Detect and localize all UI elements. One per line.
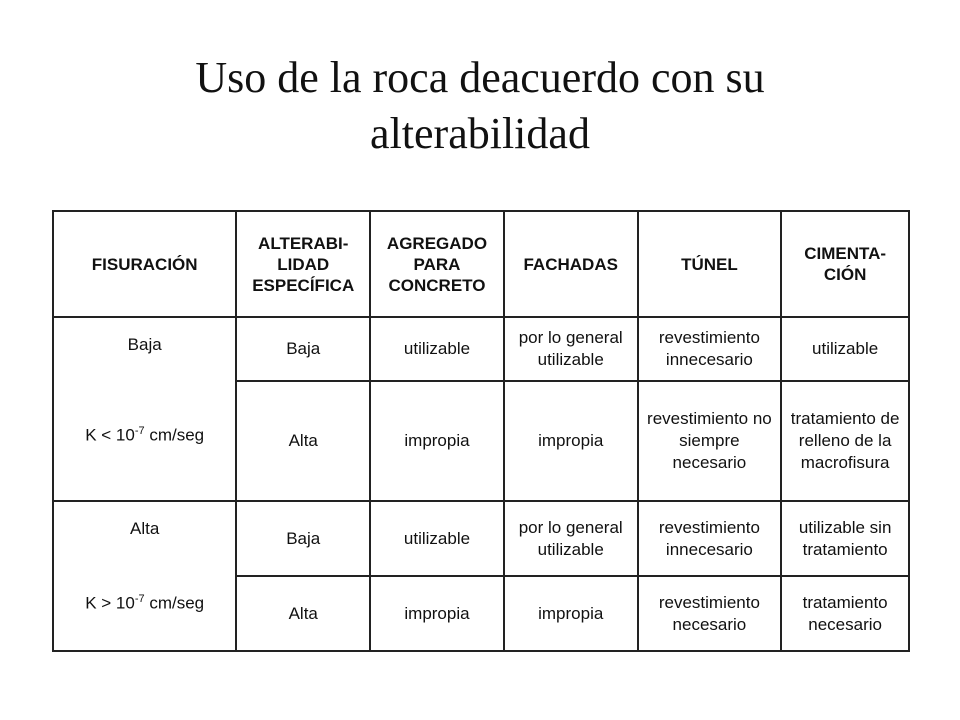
fachadas-cell: impropia xyxy=(504,381,638,501)
fisuracion-level: Alta xyxy=(130,519,160,539)
cimentacion-cell: utilizable sin tratamiento xyxy=(781,501,909,576)
slide-title xyxy=(0,50,960,162)
agregado-cell: utilizable xyxy=(370,501,504,576)
header-row xyxy=(53,211,909,317)
fachadas-cell: por lo general utilizable xyxy=(504,317,638,381)
agregado-cell: impropia xyxy=(370,576,504,651)
permeability-value: $K < 10^{-7}$ cm/seg xyxy=(85,425,205,445)
header-agregado: AGREGADO PARA CONCRETO xyxy=(370,211,504,317)
header-fisuracion: FISURACIÓN xyxy=(53,211,236,317)
fisuracion-cell-alta xyxy=(53,501,236,651)
alterabilidad-cell: Baja xyxy=(236,501,370,576)
header-fachadas: FACHADAS xyxy=(504,211,638,317)
table-row xyxy=(53,501,909,576)
cimentacion-cell: tratamiento de relleno de la macrofisura xyxy=(781,381,909,501)
agregado-cell: impropia xyxy=(370,381,504,501)
alterabilidad-cell: Alta xyxy=(236,381,370,501)
tunel-cell: revestimiento innecesario xyxy=(638,501,782,576)
tunel-cell: revestimiento innecesario xyxy=(638,317,782,381)
tunel-cell: revestimiento necesario xyxy=(638,576,782,651)
fisuracion-level: Baja xyxy=(127,335,162,354)
cimentacion-cell: utilizable xyxy=(781,317,909,381)
fachadas-cell: impropia xyxy=(504,576,638,651)
header-cimentacion: CIMENTA-CIÓN xyxy=(781,211,909,317)
title-line-2: alterabilidad xyxy=(370,109,590,158)
agregado-cell: utilizable xyxy=(370,317,504,381)
cimentacion-cell: tratamiento necesario xyxy=(781,576,909,651)
tunel-cell: revestimiento no siempre necesario xyxy=(638,381,782,501)
header-alterabilidad: ALTERABI-LIDAD ESPECÍFICA xyxy=(236,211,370,317)
fisuracion-cell-baja xyxy=(53,317,236,501)
alterabilidad-cell: Baja xyxy=(236,317,370,381)
title-line-1: Uso de la roca deacuerdo con su xyxy=(195,53,765,102)
header-tunel: TÚNEL xyxy=(638,211,782,317)
permeability-value: $K > 10^{-7}$ cm/seg xyxy=(85,593,205,613)
table-row xyxy=(53,317,909,381)
alterabilidad-cell: Alta xyxy=(236,576,370,651)
fachadas-cell: por lo general utilizable xyxy=(504,501,638,576)
rock-usage-table xyxy=(52,210,910,652)
